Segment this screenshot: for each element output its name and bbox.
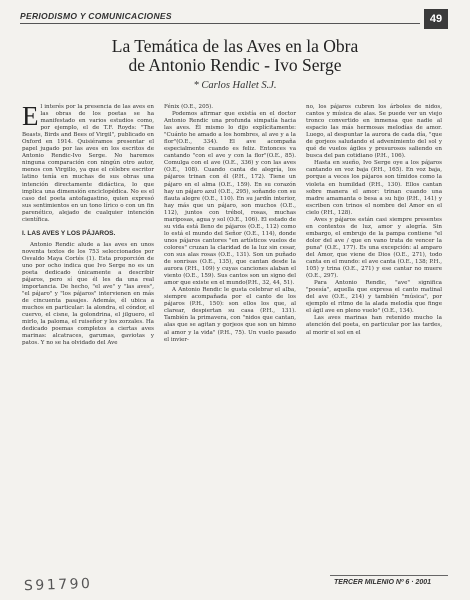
header-rule bbox=[20, 23, 420, 24]
catalog-stamp: S91790 bbox=[23, 575, 93, 595]
footer-rule bbox=[330, 575, 448, 576]
article-title-line2: de Antonio Rendic - Ivo Serge bbox=[128, 55, 342, 75]
drop-cap: E bbox=[22, 101, 39, 131]
page-header bbox=[20, 9, 448, 31]
body-paragraph: A Antonio Rendic le gusta celebrar el alba, siempre acompañada por el canto de los pájaros (P.H., 150): son ellos los que, al clarear, despiertan su casa (P.H., 131). También la primavera, con "nidos que cantan, alas que se agitan y gorjeos que son un himno al amor y la vida" (P.H., 75). Un vuelo pasado el invier- bbox=[164, 287, 296, 343]
body-paragraph: Hasta en sueño, Ivo Serge oye a los pájaros cantando en voz baja (P.H., 165). En voz baja, porque a veces los pájaros son tímidos como la violeta en humildad (P.H., 130). Ellos cantan sobre manera el amor: trinan cuando una madre amamanta o besa a su hijo (P.H., 141) y escriben con trinos el nombre del Amor en el cielo (P.H., 128). bbox=[306, 160, 442, 216]
body-paragraph: Podemos afirmar que existía en el doctor Antonio Rendic una profunda simpatía hacia las aves. Él mismo lo dijo explícitamente: "Cuánto he amado a los hombres, al ave y a la flor"(O.E., 334). El ave acompaña especialmente cuando es feliz. Entonces va cantando "con el ave y con la flor"(O.E., 85). Comulga con el ave (O.E., 336) y con las aves (O.E., 108). Cuando canta de alegría, los pájaros trinan con él (P.H., 172). Tiene un pájaro en el alma (O.E., 159). En su corazón hay un pájaro azul (O.E., 295), soñando con su flauta alegre (O.E., 110). En su jardín interior, hay más que un pájaro, son muchos (O.E., 112), juntos con trébol, rosas, muchas mariposas, agua y sol (O.E., 106). El estado de su vida está lleno de pájaros (O.E., 112) como lo está el mundo del Señor (O.E., 114), donde unos pájaros cantores "en artísticos vuelos de colores" cruzan la claridad de la luz sin cesar, con sus alas rosas (O.E., 131). Son un puñado de sonrisas (O.E., 135), que cantan desde la aurora (P.H., 109) y cuyas canciones alaban el viento (O.E., 159). Sus cantos son un signo del amor que existe en el mundo(P.H., 32, 44, 51). bbox=[164, 111, 296, 287]
body-paragraph: Antonio Rendic alude a las aves en unos noventa textos de los 753 seleccionados por Osvaldo Maya Cortés (1). Esta proporción de uno por ocho indica que Ivo Serge no es un poeta dedicado únicamente a describir pájaros, pero sí que él les da una real importancia. De hecho, "el ave" y "las aves", "el pájaro" y "los pájaros" intervienen en más de cincuenta pasajes. Además, él ubica a muchos en particular: la alondra, el cóndor, el cuervo, el cisne, la golondrina, el jilguero, el mirlo, la paloma, el ruiseñor y los zorzales. Ha dedicado poemas completos a ciertas aves marinas: alcatraces, garumas, gaviotas y patos. Y no se ha olvidado del Ave bbox=[22, 241, 154, 347]
body-paragraph: no, los pájaros cubren los árboles de nidos, cantos y música de alas. Se puede ver un viejo tronco convertido en inmensa que nadie al espacio las más hermosas melodías de amor. Luego, al despuntar la aurora de cada día, "que de gorjeos saludando el advenimiento del sol y qué de vuelos ágiles y presurosos saliendo en busca del pan cotidiano (P.H., 106). bbox=[306, 104, 442, 160]
page-footer bbox=[330, 578, 448, 592]
article-title-line1: La Temática de las Aves en la Obra bbox=[111, 36, 359, 56]
intro-paragraph bbox=[22, 101, 154, 224]
section-subheading: I. LAS AVES Y LOS PÁJAROS. bbox=[22, 229, 116, 237]
body-paragraph: Para Antonio Rendic, "ave" significa "poesía", aquella que expresa el canto matinal del ave (O.E., 214) y también "música", por ejemplo el ritmo de la alada melodía que finge el ágil ave en pleno vuelo" (O.E., 134). bbox=[306, 280, 442, 315]
article-author: * Carlos Hallet S.J. bbox=[193, 80, 277, 91]
section-title: PERIODISMO Y COMUNICACIONES bbox=[20, 11, 172, 21]
footer-text: TERCER MILENIO Nº 6 · 2001 bbox=[334, 579, 432, 586]
intro-text: l interés por la presencia de las aves en las obras de los poetas se ha manifestado en varios estudios como, por ejemplo, el de T.F. Royds: "The Beasts, Birds and Bees of Virgil", publicado en Oxford en 1914. Quisiéramos presentar el papel jugado por las aves en los escritos de Antonio Rendic-Ivo Serge. No haremos ninguna comparación con ningún otro autor, menos con Virgilio, ya que el célebre escritor latino tenía en muchas de sus obras una intención directamente didáctica, lo que implica una dimensión enciclopédica. No es el caso del poeta antofagastino, quien expresó sus sentimientos en un tono lírico o con un fin parenético, alejado de cualquier intención científica. bbox=[22, 104, 154, 223]
text-column-3 bbox=[306, 104, 442, 337]
text-column-2 bbox=[164, 104, 296, 344]
text-column-1 bbox=[22, 101, 154, 348]
body-paragraph: Fénix (O.E., 205). bbox=[164, 104, 214, 110]
body-paragraph: Las aves marinas han retenido mucho la atención del poeta, en particular por las tardes, al morir el sol en el bbox=[306, 315, 442, 336]
page-number: 49 bbox=[424, 9, 448, 29]
body-paragraph: Aves y pájaros están casi siempre presentes en contextos de luz, amor y alegría. Sin embargo, el embrujo de la pampa contiene "el dolor del ave / que en vano trata de vencer la puna" (O.E., 177). Es una excepción: al amparo del Amor, que viene de Dios (O.E., 271), todo canta en el mundo: el ave canta (O.E., 138; P.H., 105) y trina (O.E., 271) y ese cantar no muere (O.E., 297). bbox=[306, 216, 442, 280]
